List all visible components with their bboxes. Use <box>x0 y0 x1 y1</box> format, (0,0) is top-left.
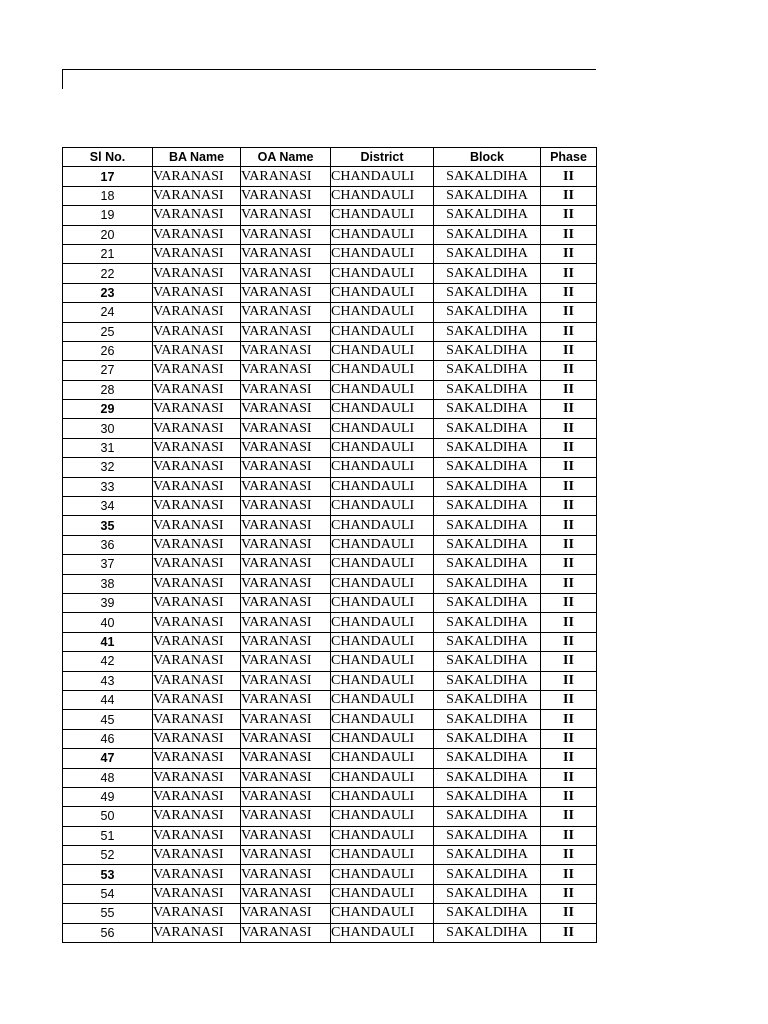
cell-oa-name: VARANASI <box>241 904 331 923</box>
cell-ba-name: VARANASI <box>153 846 241 865</box>
cell-ba-name: VARANASI <box>153 632 241 651</box>
cell-sl-no: 19 <box>63 206 153 225</box>
cell-phase: II <box>541 671 597 690</box>
cell-phase: II <box>541 341 597 360</box>
cell-phase: II <box>541 865 597 884</box>
cell-district: CHANDAULI <box>331 419 434 438</box>
cell-sl-no: 35 <box>63 516 153 535</box>
cell-oa-name: VARANASI <box>241 710 331 729</box>
cell-phase: II <box>541 303 597 322</box>
cell-oa-name: VARANASI <box>241 749 331 768</box>
cell-ba-name: VARANASI <box>153 671 241 690</box>
table-row <box>63 846 597 865</box>
cell-district: CHANDAULI <box>331 632 434 651</box>
cell-sl-no: 44 <box>63 690 153 709</box>
cell-oa-name: VARANASI <box>241 768 331 787</box>
cell-sl-no: 43 <box>63 671 153 690</box>
table-row <box>63 652 597 671</box>
header-phase: Phase <box>541 148 597 167</box>
cell-ba-name: VARANASI <box>153 807 241 826</box>
table-body <box>63 167 597 943</box>
cell-ba-name: VARANASI <box>153 787 241 806</box>
cell-oa-name: VARANASI <box>241 846 331 865</box>
cell-block: SAKALDIHA <box>434 632 541 651</box>
cell-ba-name: VARANASI <box>153 904 241 923</box>
cell-district: CHANDAULI <box>331 787 434 806</box>
table-row <box>63 303 597 322</box>
cell-phase: II <box>541 244 597 263</box>
cell-ba-name: VARANASI <box>153 865 241 884</box>
table-row <box>63 264 597 283</box>
cell-sl-no: 50 <box>63 807 153 826</box>
cell-sl-no: 27 <box>63 361 153 380</box>
cell-block: SAKALDIHA <box>434 923 541 942</box>
cell-sl-no: 36 <box>63 535 153 554</box>
cell-district: CHANDAULI <box>331 264 434 283</box>
cell-sl-no: 49 <box>63 787 153 806</box>
cell-district: CHANDAULI <box>331 283 434 302</box>
cell-ba-name: VARANASI <box>153 264 241 283</box>
cell-phase: II <box>541 904 597 923</box>
cell-district: CHANDAULI <box>331 361 434 380</box>
cell-block: SAKALDIHA <box>434 555 541 574</box>
cell-district: CHANDAULI <box>331 438 434 457</box>
cell-phase: II <box>541 167 597 186</box>
cell-district: CHANDAULI <box>331 555 434 574</box>
cell-ba-name: VARANASI <box>153 419 241 438</box>
cell-block: SAKALDIHA <box>434 710 541 729</box>
cell-phase: II <box>541 400 597 419</box>
cell-ba-name: VARANASI <box>153 729 241 748</box>
cell-oa-name: VARANASI <box>241 264 331 283</box>
cell-phase: II <box>541 380 597 399</box>
cell-district: CHANDAULI <box>331 206 434 225</box>
cell-sl-no: 22 <box>63 264 153 283</box>
cell-block: SAKALDIHA <box>434 206 541 225</box>
cell-district: CHANDAULI <box>331 303 434 322</box>
cell-district: CHANDAULI <box>331 400 434 419</box>
cell-district: CHANDAULI <box>331 923 434 942</box>
cell-ba-name: VARANASI <box>153 710 241 729</box>
cell-phase: II <box>541 768 597 787</box>
cell-oa-name: VARANASI <box>241 186 331 205</box>
cell-sl-no: 30 <box>63 419 153 438</box>
cell-block: SAKALDIHA <box>434 438 541 457</box>
cell-sl-no: 54 <box>63 884 153 903</box>
cell-block: SAKALDIHA <box>434 380 541 399</box>
cell-sl-no: 52 <box>63 846 153 865</box>
cell-district: CHANDAULI <box>331 380 434 399</box>
cell-ba-name: VARANASI <box>153 768 241 787</box>
cell-block: SAKALDIHA <box>434 749 541 768</box>
cell-oa-name: VARANASI <box>241 923 331 942</box>
cell-ba-name: VARANASI <box>153 555 241 574</box>
cell-district: CHANDAULI <box>331 652 434 671</box>
cell-oa-name: VARANASI <box>241 341 331 360</box>
cell-oa-name: VARANASI <box>241 613 331 632</box>
cell-block: SAKALDIHA <box>434 303 541 322</box>
table-row <box>63 593 597 612</box>
cell-oa-name: VARANASI <box>241 671 331 690</box>
cell-sl-no: 41 <box>63 632 153 651</box>
cell-district: CHANDAULI <box>331 710 434 729</box>
cell-block: SAKALDIHA <box>434 497 541 516</box>
table-row <box>63 632 597 651</box>
cell-oa-name: VARANASI <box>241 167 331 186</box>
cell-ba-name: VARANASI <box>153 923 241 942</box>
cell-ba-name: VARANASI <box>153 826 241 845</box>
cell-ba-name: VARANASI <box>153 652 241 671</box>
cell-phase: II <box>541 846 597 865</box>
cell-district: CHANDAULI <box>331 690 434 709</box>
table-row <box>63 322 597 341</box>
cell-district: CHANDAULI <box>331 535 434 554</box>
cell-oa-name: VARANASI <box>241 283 331 302</box>
cell-phase: II <box>541 593 597 612</box>
cell-sl-no: 18 <box>63 186 153 205</box>
cell-phase: II <box>541 632 597 651</box>
cell-district: CHANDAULI <box>331 497 434 516</box>
cell-district: CHANDAULI <box>331 904 434 923</box>
cell-phase: II <box>541 516 597 535</box>
cell-district: CHANDAULI <box>331 846 434 865</box>
cell-ba-name: VARANASI <box>153 225 241 244</box>
cell-district: CHANDAULI <box>331 341 434 360</box>
table-row <box>63 341 597 360</box>
cell-oa-name: VARANASI <box>241 826 331 845</box>
cell-ba-name: VARANASI <box>153 167 241 186</box>
cell-ba-name: VARANASI <box>153 206 241 225</box>
cell-oa-name: VARANASI <box>241 787 331 806</box>
table-row <box>63 535 597 554</box>
cell-oa-name: VARANASI <box>241 865 331 884</box>
cell-sl-no: 47 <box>63 749 153 768</box>
cell-district: CHANDAULI <box>331 244 434 263</box>
cell-phase: II <box>541 884 597 903</box>
header-district: District <box>331 148 434 167</box>
cell-ba-name: VARANASI <box>153 380 241 399</box>
cell-oa-name: VARANASI <box>241 419 331 438</box>
cell-phase: II <box>541 477 597 496</box>
cell-oa-name: VARANASI <box>241 690 331 709</box>
cell-block: SAKALDIHA <box>434 535 541 554</box>
cell-block: SAKALDIHA <box>434 264 541 283</box>
cell-block: SAKALDIHA <box>434 671 541 690</box>
table-row <box>63 438 597 457</box>
cell-ba-name: VARANASI <box>153 186 241 205</box>
cell-district: CHANDAULI <box>331 574 434 593</box>
cell-block: SAKALDIHA <box>434 574 541 593</box>
cell-block: SAKALDIHA <box>434 690 541 709</box>
header-block: Block <box>434 148 541 167</box>
cell-sl-no: 45 <box>63 710 153 729</box>
cell-sl-no: 20 <box>63 225 153 244</box>
cell-district: CHANDAULI <box>331 749 434 768</box>
cell-district: CHANDAULI <box>331 613 434 632</box>
cell-phase: II <box>541 535 597 554</box>
cell-phase: II <box>541 206 597 225</box>
table-row <box>63 167 597 186</box>
table-row <box>63 400 597 419</box>
table-row <box>63 225 597 244</box>
table-row <box>63 749 597 768</box>
cell-oa-name: VARANASI <box>241 400 331 419</box>
cell-oa-name: VARANASI <box>241 535 331 554</box>
cell-sl-no: 23 <box>63 283 153 302</box>
cell-sl-no: 55 <box>63 904 153 923</box>
cell-oa-name: VARANASI <box>241 632 331 651</box>
cell-ba-name: VARANASI <box>153 477 241 496</box>
cell-phase: II <box>541 497 597 516</box>
cell-ba-name: VARANASI <box>153 438 241 457</box>
cell-phase: II <box>541 322 597 341</box>
table-row <box>63 516 597 535</box>
cell-ba-name: VARANASI <box>153 884 241 903</box>
cell-district: CHANDAULI <box>331 671 434 690</box>
cell-oa-name: VARANASI <box>241 438 331 457</box>
cell-oa-name: VARANASI <box>241 206 331 225</box>
cell-ba-name: VARANASI <box>153 361 241 380</box>
table-header-row <box>63 148 597 167</box>
cell-phase: II <box>541 555 597 574</box>
cell-sl-no: 39 <box>63 593 153 612</box>
table-row <box>63 555 597 574</box>
cell-sl-no: 33 <box>63 477 153 496</box>
header-oa-name: OA Name <box>241 148 331 167</box>
cell-phase: II <box>541 458 597 477</box>
cell-district: CHANDAULI <box>331 884 434 903</box>
cell-phase: II <box>541 729 597 748</box>
cell-block: SAKALDIHA <box>434 884 541 903</box>
top-rule-tick <box>62 69 63 89</box>
cell-block: SAKALDIHA <box>434 225 541 244</box>
table-row <box>63 283 597 302</box>
cell-sl-no: 31 <box>63 438 153 457</box>
cell-district: CHANDAULI <box>331 768 434 787</box>
cell-phase: II <box>541 613 597 632</box>
cell-block: SAKALDIHA <box>434 846 541 865</box>
cell-oa-name: VARANASI <box>241 244 331 263</box>
cell-sl-no: 53 <box>63 865 153 884</box>
cell-sl-no: 28 <box>63 380 153 399</box>
cell-district: CHANDAULI <box>331 458 434 477</box>
cell-district: CHANDAULI <box>331 593 434 612</box>
cell-block: SAKALDIHA <box>434 419 541 438</box>
cell-phase: II <box>541 652 597 671</box>
cell-ba-name: VARANASI <box>153 322 241 341</box>
cell-phase: II <box>541 438 597 457</box>
cell-phase: II <box>541 186 597 205</box>
table-row <box>63 826 597 845</box>
cell-phase: II <box>541 787 597 806</box>
cell-oa-name: VARANASI <box>241 884 331 903</box>
cell-block: SAKALDIHA <box>434 826 541 845</box>
cell-phase: II <box>541 923 597 942</box>
top-rule-line <box>62 69 596 70</box>
cell-district: CHANDAULI <box>331 865 434 884</box>
cell-oa-name: VARANASI <box>241 593 331 612</box>
cell-ba-name: VARANASI <box>153 749 241 768</box>
cell-district: CHANDAULI <box>331 729 434 748</box>
cell-district: CHANDAULI <box>331 167 434 186</box>
table-row <box>63 671 597 690</box>
cell-sl-no: 37 <box>63 555 153 574</box>
cell-phase: II <box>541 574 597 593</box>
cell-sl-no: 24 <box>63 303 153 322</box>
cell-district: CHANDAULI <box>331 322 434 341</box>
cell-oa-name: VARANASI <box>241 729 331 748</box>
cell-phase: II <box>541 690 597 709</box>
cell-district: CHANDAULI <box>331 516 434 535</box>
cell-district: CHANDAULI <box>331 225 434 244</box>
cell-sl-no: 25 <box>63 322 153 341</box>
table-row <box>63 787 597 806</box>
table-row <box>63 419 597 438</box>
cell-block: SAKALDIHA <box>434 361 541 380</box>
cell-block: SAKALDIHA <box>434 865 541 884</box>
table-row <box>63 613 597 632</box>
cell-block: SAKALDIHA <box>434 341 541 360</box>
cell-phase: II <box>541 225 597 244</box>
cell-oa-name: VARANASI <box>241 652 331 671</box>
cell-block: SAKALDIHA <box>434 904 541 923</box>
table-row <box>63 244 597 263</box>
header-sl-no: Sl No. <box>63 148 153 167</box>
cell-district: CHANDAULI <box>331 186 434 205</box>
cell-oa-name: VARANASI <box>241 807 331 826</box>
cell-sl-no: 32 <box>63 458 153 477</box>
cell-oa-name: VARANASI <box>241 477 331 496</box>
cell-ba-name: VARANASI <box>153 497 241 516</box>
cell-sl-no: 38 <box>63 574 153 593</box>
table-row <box>63 574 597 593</box>
table-row <box>63 497 597 516</box>
cell-district: CHANDAULI <box>331 826 434 845</box>
cell-phase: II <box>541 361 597 380</box>
table-row <box>63 380 597 399</box>
cell-sl-no: 48 <box>63 768 153 787</box>
cell-ba-name: VARANASI <box>153 244 241 263</box>
table-row <box>63 361 597 380</box>
cell-sl-no: 26 <box>63 341 153 360</box>
cell-block: SAKALDIHA <box>434 400 541 419</box>
cell-block: SAKALDIHA <box>434 458 541 477</box>
cell-ba-name: VARANASI <box>153 458 241 477</box>
table-row <box>63 690 597 709</box>
cell-block: SAKALDIHA <box>434 652 541 671</box>
cell-block: SAKALDIHA <box>434 186 541 205</box>
table-row <box>63 865 597 884</box>
table-row <box>63 186 597 205</box>
cell-block: SAKALDIHA <box>434 787 541 806</box>
cell-block: SAKALDIHA <box>434 729 541 748</box>
cell-oa-name: VARANASI <box>241 380 331 399</box>
cell-block: SAKALDIHA <box>434 283 541 302</box>
cell-phase: II <box>541 419 597 438</box>
table-row <box>63 884 597 903</box>
table-row <box>63 206 597 225</box>
header-ba-name: BA Name <box>153 148 241 167</box>
cell-phase: II <box>541 826 597 845</box>
cell-district: CHANDAULI <box>331 477 434 496</box>
table-row <box>63 458 597 477</box>
cell-ba-name: VARANASI <box>153 303 241 322</box>
table-row <box>63 477 597 496</box>
table-row <box>63 710 597 729</box>
cell-ba-name: VARANASI <box>153 535 241 554</box>
cell-oa-name: VARANASI <box>241 303 331 322</box>
table-row <box>63 729 597 748</box>
cell-ba-name: VARANASI <box>153 516 241 535</box>
cell-ba-name: VARANASI <box>153 400 241 419</box>
cell-block: SAKALDIHA <box>434 477 541 496</box>
cell-ba-name: VARANASI <box>153 283 241 302</box>
cell-oa-name: VARANASI <box>241 574 331 593</box>
cell-sl-no: 21 <box>63 244 153 263</box>
cell-sl-no: 42 <box>63 652 153 671</box>
cell-block: SAKALDIHA <box>434 613 541 632</box>
cell-oa-name: VARANASI <box>241 516 331 535</box>
cell-block: SAKALDIHA <box>434 322 541 341</box>
cell-block: SAKALDIHA <box>434 807 541 826</box>
cell-phase: II <box>541 749 597 768</box>
cell-phase: II <box>541 710 597 729</box>
cell-phase: II <box>541 264 597 283</box>
table-row <box>63 768 597 787</box>
cell-oa-name: VARANASI <box>241 497 331 516</box>
cell-oa-name: VARANASI <box>241 361 331 380</box>
cell-sl-no: 17 <box>63 167 153 186</box>
cell-phase: II <box>541 283 597 302</box>
cell-sl-no: 56 <box>63 923 153 942</box>
cell-block: SAKALDIHA <box>434 244 541 263</box>
table-row <box>63 904 597 923</box>
cell-ba-name: VARANASI <box>153 613 241 632</box>
cell-block: SAKALDIHA <box>434 593 541 612</box>
cell-oa-name: VARANASI <box>241 555 331 574</box>
cell-sl-no: 51 <box>63 826 153 845</box>
cell-sl-no: 29 <box>63 400 153 419</box>
cell-oa-name: VARANASI <box>241 458 331 477</box>
data-table <box>62 147 597 943</box>
cell-sl-no: 34 <box>63 497 153 516</box>
cell-block: SAKALDIHA <box>434 768 541 787</box>
cell-district: CHANDAULI <box>331 807 434 826</box>
cell-oa-name: VARANASI <box>241 322 331 341</box>
cell-block: SAKALDIHA <box>434 516 541 535</box>
cell-sl-no: 46 <box>63 729 153 748</box>
cell-ba-name: VARANASI <box>153 690 241 709</box>
cell-phase: II <box>541 807 597 826</box>
table-row <box>63 807 597 826</box>
cell-oa-name: VARANASI <box>241 225 331 244</box>
cell-block: SAKALDIHA <box>434 167 541 186</box>
cell-ba-name: VARANASI <box>153 593 241 612</box>
table-row <box>63 923 597 942</box>
cell-ba-name: VARANASI <box>153 341 241 360</box>
cell-sl-no: 40 <box>63 613 153 632</box>
cell-ba-name: VARANASI <box>153 574 241 593</box>
